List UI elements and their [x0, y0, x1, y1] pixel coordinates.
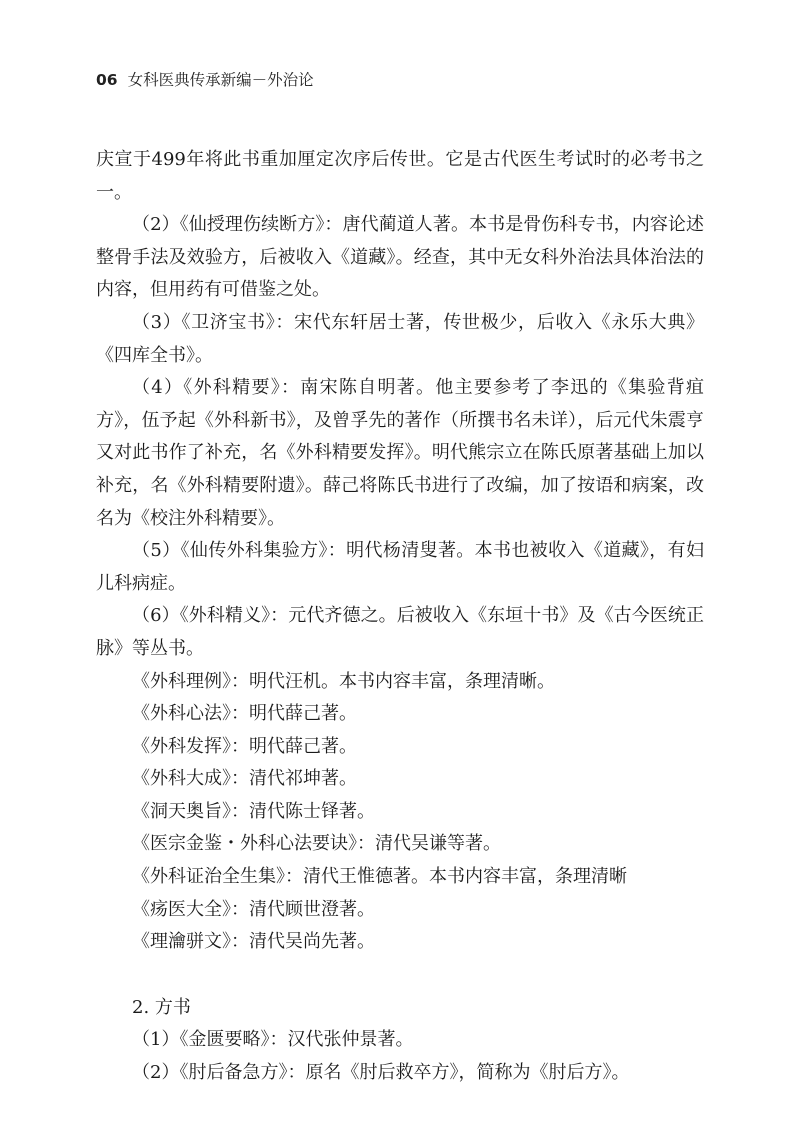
paragraph-item-5: （5）《仙传外科集验方》：明代杨清叟著。本书也被收入《道藏》，有妇儿科病症。 [96, 540, 704, 594]
paragraph-item-6: （6）《外科精义》：元代齐德之。后被收入《东垣十书》及《古今医统正脉》等丛书。 [96, 605, 704, 659]
list-item-book: 《外科发挥》：明代薛己著。 [132, 735, 357, 757]
list-item-book: 《外科理例》：明代汪机。本书内容丰富，条理清晰。 [132, 670, 555, 692]
paragraph-item-1: （1）《金匮要略》：汉代张仲景著。 [132, 1029, 414, 1051]
running-title: 女科医典传承新编－外治论 [127, 71, 314, 89]
paragraph-continuation: 庆宣于499年将此书重加厘定次序后传世。它是古代医生考试时的必考书之一。 [96, 149, 704, 203]
paragraph-item-4: （4）《外科精要》：南宋陈自明著。他主要参考了李迅的《集验背疽方》，伍予起《外科新书》，及曾孚先的著作（所撰书名未详），后元代朱震亨又对此书作了补充，名《外科精要发挥》。明代熊宗立在陈氏原著基础上加以补充，名《外科精要附遗》。薛己将陈氏书进行了改编，加了按语和病案，改名为《校注外科精要》。 [96, 377, 704, 529]
list-item-book: 《医宗金鉴・外科心法要诀》：清代吴谦等著。 [132, 833, 501, 855]
list-item-book: 《外科心法》：明代薛己著。 [132, 703, 357, 725]
body-text [96, 144, 704, 1090]
list-item-book: 《外科大成》：清代祁坤著。 [132, 768, 357, 790]
paragraph-item-3: （3）《卫济宝书》：宋代东轩居士著，传世极少，后收入《永乐大典》《四库全书》。 [96, 311, 704, 366]
section-heading: 2. 方书 [132, 996, 191, 1018]
list-item-book: 《疡医大全》：清代顾世澄著。 [132, 898, 375, 920]
paragraph-item-2: （2）《仙授理伤续断方》：唐代蔺道人著。本书是骨伤科专书，内容论述整骨手法及效验方，后被收入《道藏》。经查，其中无女科外治法具体治法的内容，但用药有可借鉴之处。 [96, 214, 704, 301]
page-number: 06 [96, 71, 118, 89]
list-item-book: 《洞天奥旨》：清代陈士铎著。 [132, 800, 375, 822]
list-item-book: 《外科证治全生集》：清代王惟德著。本书内容丰富，条理清晰 [132, 866, 627, 888]
list-item-book: 《理瀹骈文》：清代吴尚先著。 [132, 931, 375, 953]
paragraph-item-2: （2）《肘后备急方》：原名《肘后救卒方》，简称为《肘后方》。 [132, 1062, 630, 1084]
running-header [96, 68, 314, 94]
